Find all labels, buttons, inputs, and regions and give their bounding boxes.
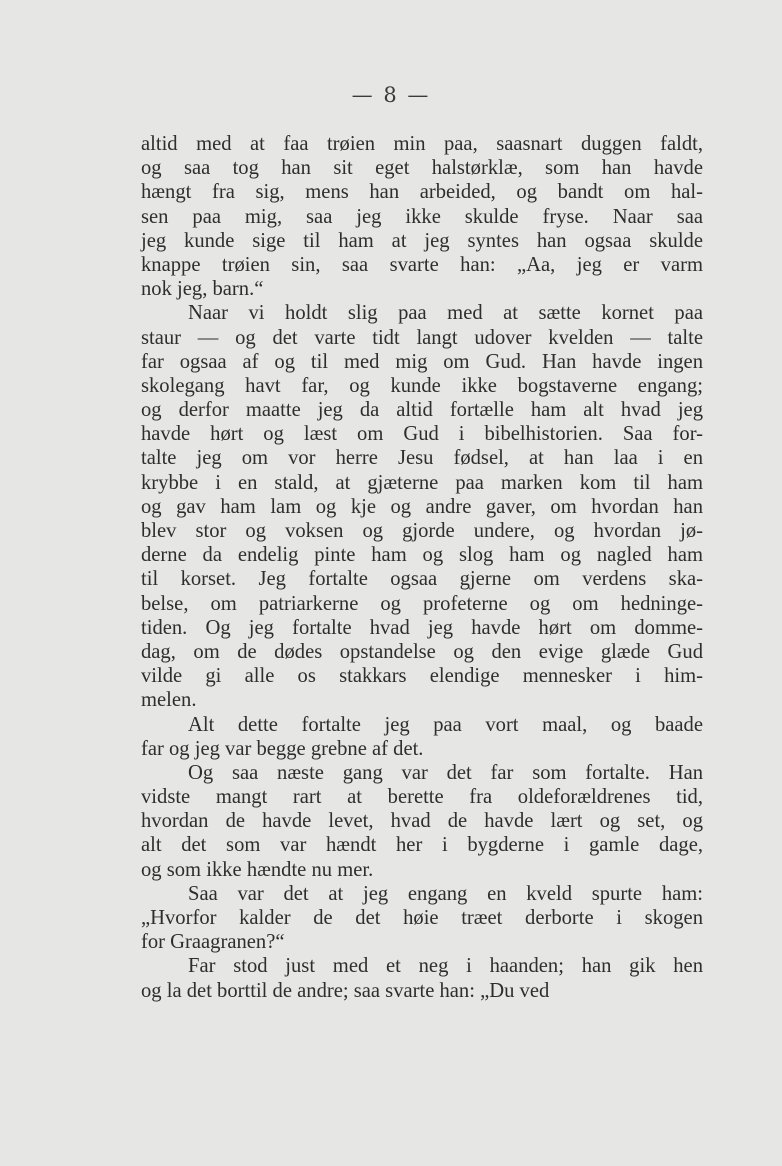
text-line: „Hvorfor kalder de det høie træet derborte i skogen	[141, 907, 703, 929]
text-line: alt det som var hændt her i bygderne i gamle dage,	[141, 834, 703, 857]
text-line: og gav ham lam og kje og andre gaver, om hvordan han	[141, 495, 703, 518]
text-line: jeg kunde sige til ham at jeg syntes han ogsaa skulde	[141, 229, 703, 252]
text-line: altid med at faa trøien min paa, saasnart duggen faldt,	[141, 133, 703, 155]
text-line: krybbe i en stald, at gjæterne paa marken kom til ham	[141, 471, 703, 494]
text-line: far ogsaa af og til med mig om Gud. Han havde ingen	[141, 350, 703, 373]
text-line: vilde gi alle os stakkars elendige mennesker i him-	[141, 665, 703, 688]
text-line: Og saa næste gang var det far som fortalte. Han	[188, 761, 703, 784]
text-line: staur — og det varte tidt langt udover kvelden — talte	[141, 326, 703, 349]
text-line: Far stod just med et neg i haanden; han gik hen	[188, 955, 703, 978]
page-number: — 8 —	[351, 83, 431, 107]
body-text	[141, 132, 703, 1003]
text-line: melen.	[141, 689, 197, 712]
text-line: nok jeg, barn.“	[141, 278, 264, 301]
text-line: og som ikke hændte nu mer.	[141, 858, 374, 881]
text-line: talte jeg om vor herre Jesu fødsel, at han laa i en	[141, 447, 703, 470]
text-line: og derfor maatte jeg da altid fortælle ham alt hvad jeg	[141, 399, 703, 422]
text-line: og la det borttil de andre; saa svarte han: „Du ved	[141, 979, 550, 1002]
text-line: havde hørt og læst om Gud i bibelhistorien. Saa for-	[141, 423, 703, 446]
text-line: vidste mangt rart at berette fra oldeforældrenes tid,	[141, 786, 703, 809]
text-line: for Graagranen?“	[141, 931, 285, 954]
text-line: og saa tog han sit eget halstørklæ, som han havde	[141, 157, 703, 180]
text-line: dag, om de dødes opstandelse og den evige glæde Gud	[141, 640, 703, 663]
text-line: tiden. Og jeg fortalte hvad jeg havde hørt om domme-	[141, 616, 703, 639]
text-line: til korset. Jeg fortalte ogsaa gjerne om verdens ska-	[141, 568, 703, 591]
text-line: derne da endelig pinte ham og slog ham og nagled ham	[141, 544, 703, 567]
text-line: far og jeg var begge grebne af det.	[141, 737, 424, 760]
text-line: skolegang havt far, og kunde ikke bogstaverne engang;	[141, 374, 703, 397]
text-line: knappe trøien sin, saa svarte han: „Aa, jeg er varm	[141, 253, 703, 276]
text-line: blev stor og voksen og gjorde undere, og hvordan jø-	[141, 520, 703, 542]
text-line: Alt dette fortalte jeg paa vort maal, og baade	[188, 713, 703, 736]
text-line: Naar vi holdt slig paa med at sætte kornet paa	[188, 302, 703, 325]
text-line: belse, om patriarkerne og profeterne og om hedninge-	[141, 592, 703, 615]
text-line: hængt fra sig, mens han arbeided, og bandt om hal-	[141, 181, 703, 204]
text-line: sen paa mig, saa jeg ikke skulde fryse. Naar saa	[141, 205, 703, 228]
text-line: Saa var det at jeg engang en kveld spurte ham:	[188, 882, 703, 905]
text-line: hvordan de havde levet, hvad de havde lært og set, og	[141, 810, 703, 833]
